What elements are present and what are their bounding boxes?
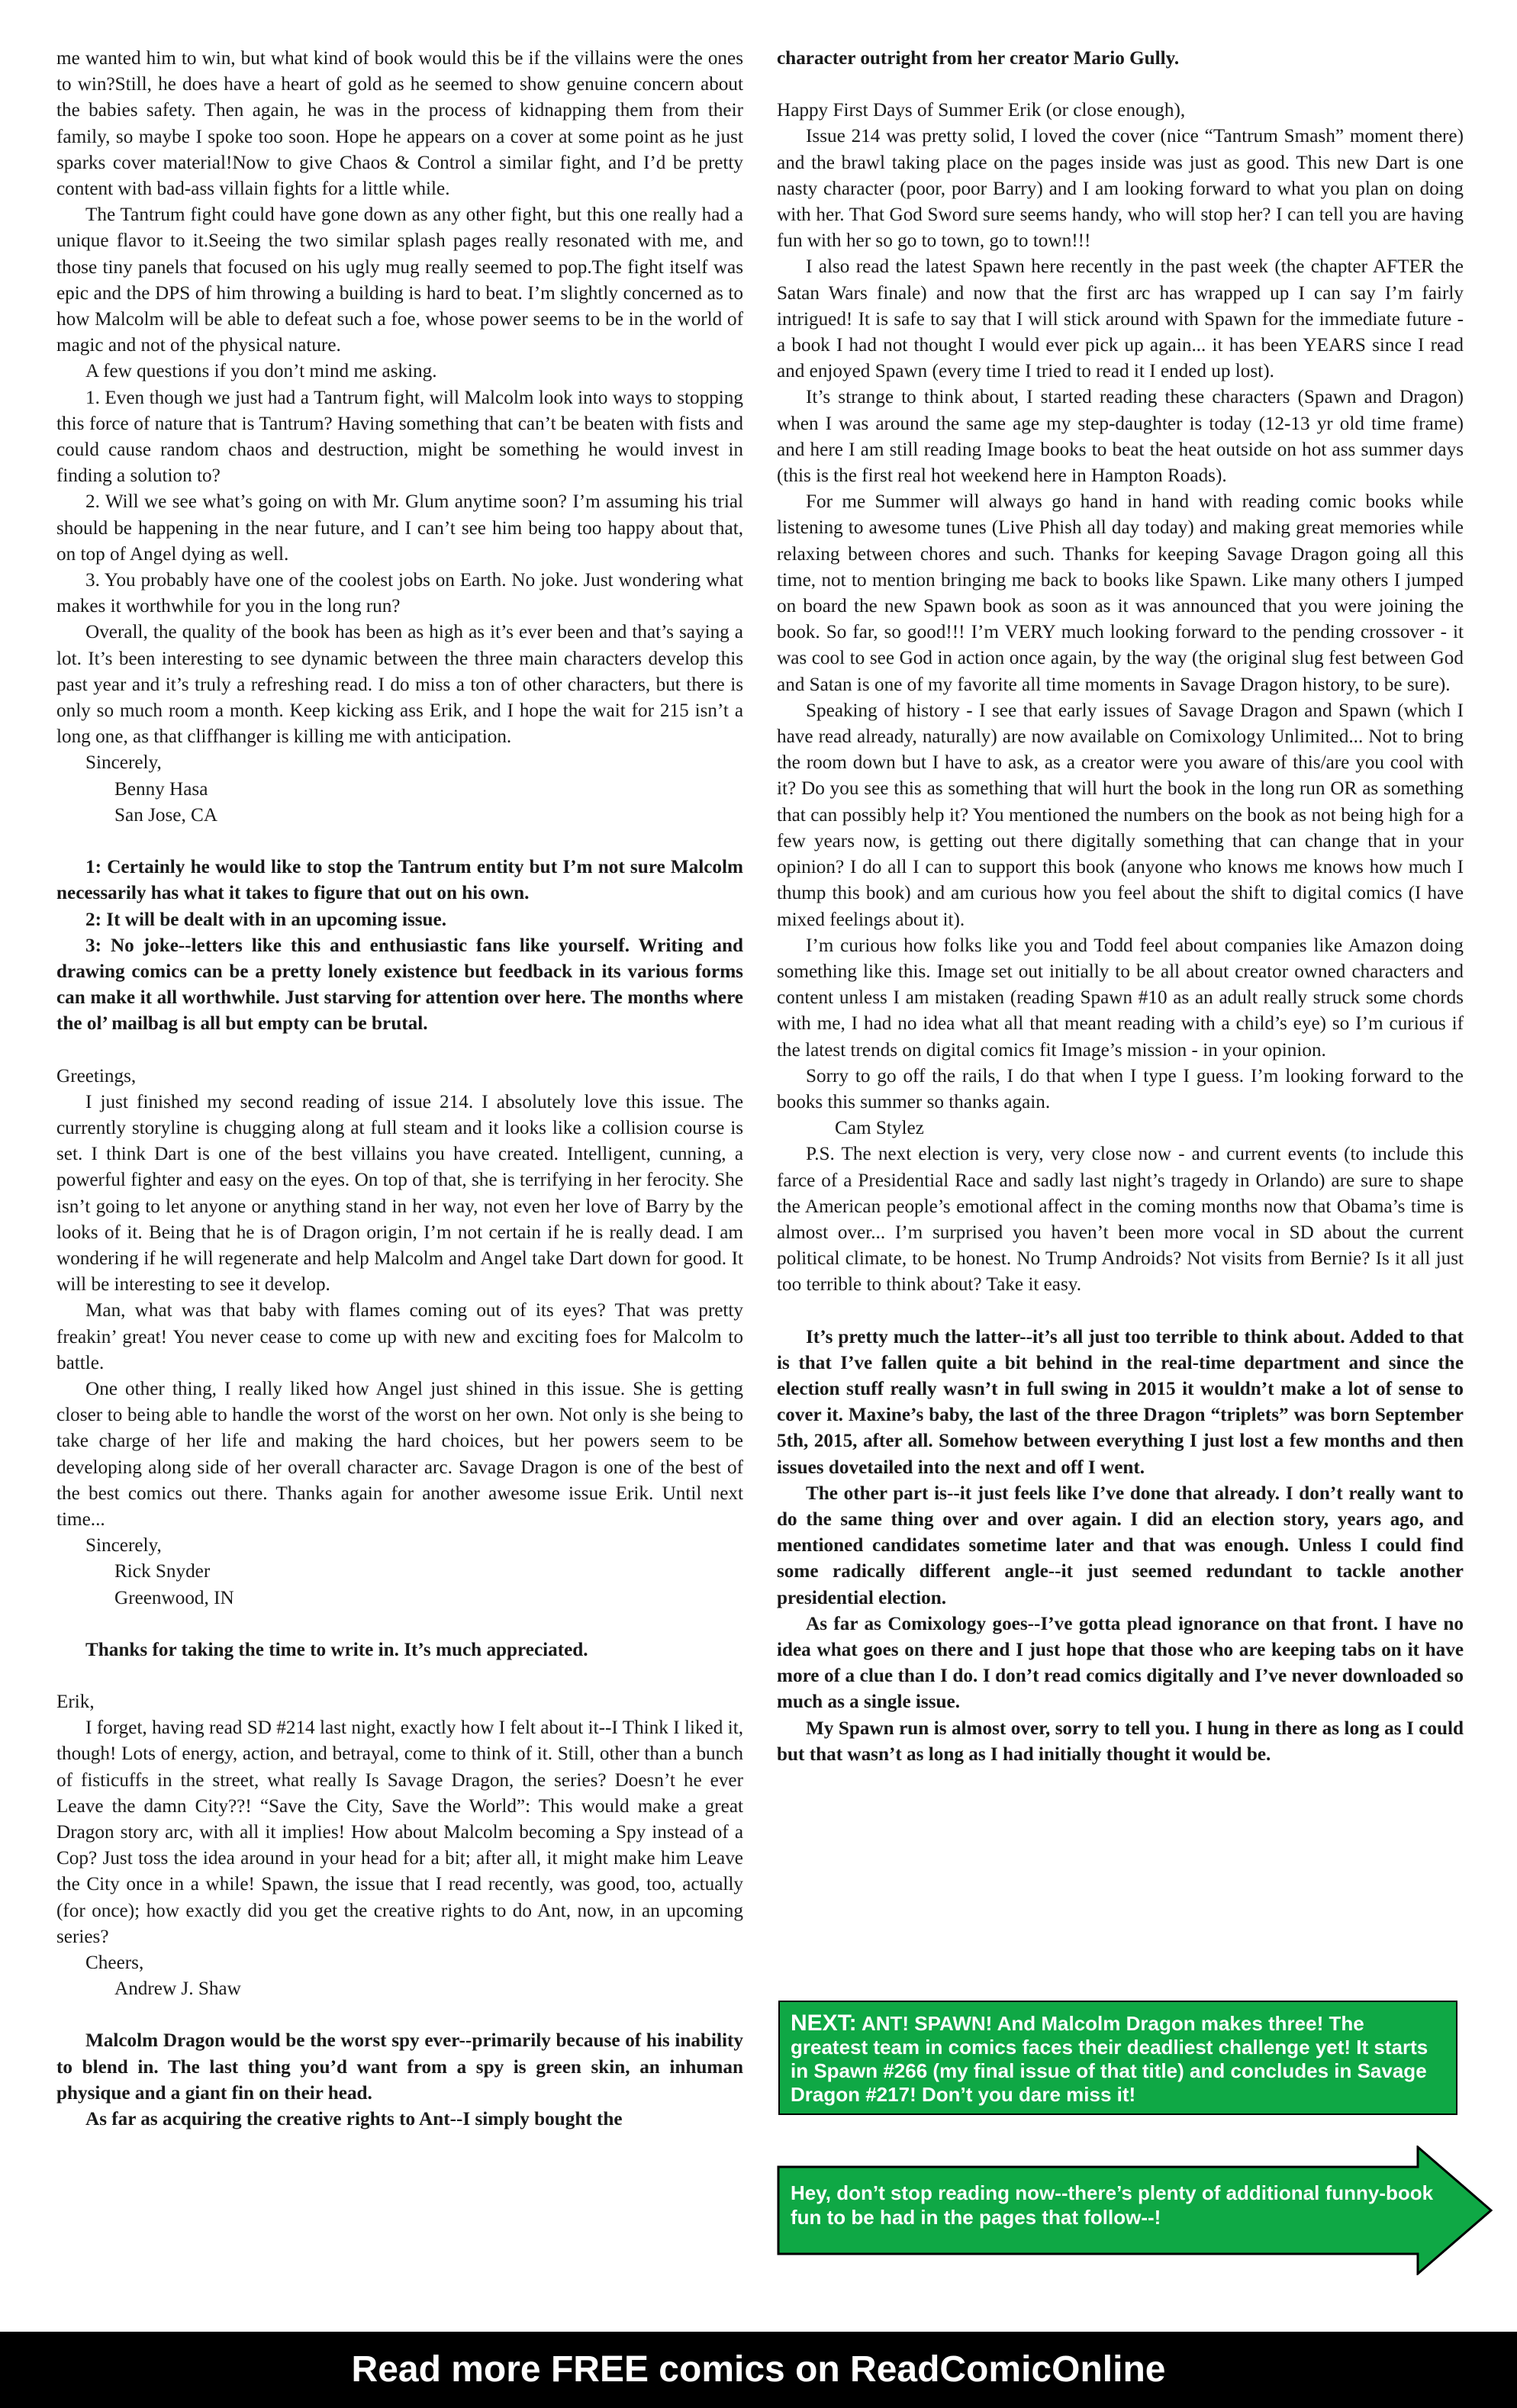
letter-question: 2. Will we see what’s going on with Mr. Glum anytime soon? I’m assuming his trial should be happening in the near future, and I can’t see him being too happy about that, on top of Angel dying as well. xyxy=(56,491,743,565)
editor-reply-continued: character outright from her creator Mario Gully. xyxy=(777,48,1180,69)
letter-closing: Sincerely, xyxy=(85,1535,162,1557)
letter-text: I forget, having read SD #214 last night, exactly how I felt about it--I Think I liked it, though! Lots of energy, action, and betrayal, come to think of it. Still, other than a bunch of fisticuffs in the street, what really Is Savage Dragon, the series? Doesn’t he ever Leave the damn City??! “Save the City, Save the World”: This would make a great Dragon story arc, with all it implies! How about Malcolm becoming a Spy instead of a Cop? Just toss the idea around in your head for a bit; after all, it might make him Leave the City once in a while! Spawn, the issue that I read recently, was good, too, actually (for once); how exactly did you get the creative rights to do Ant, now, in an upcoming series? xyxy=(56,1717,743,1947)
letter-text: For me Summer will always go hand in hand with reading comic books while listening to awesome tunes (Live Phish all day today) and making great memories while relaxing between chores and such. Thanks for keeping Savage Dragon going all this time, not to mention bringing me back to books like Spawn. Like many others I jumped on board the new Spawn book as soon as it was announced that you were joining the book. So far, so good!!! I’m VERY much looking forward to the pending crossover - it was cool to see God in action once again, by the way (the original slug fest between God and Satan is one of my favorite all time moments in Savage Dragon history, to be sure). xyxy=(777,491,1464,695)
letter-text: Issue 214 was pretty solid, I loved the cover (nice “Tantrum Smash” moment there) and the brawl taking place on the pages inside was just as good. This new Dart is one nasty character (poor, poor Barry) and I am looking forward to what you plan on doing with her. That God Sword sure seems handy, who will stop her? I can tell you are having fun with her so go to town, go to town!!! xyxy=(777,126,1464,252)
letter-signature-name: Cam Stylez xyxy=(835,1118,924,1139)
letter-closing: Cheers, xyxy=(85,1952,144,1974)
editor-reply: The other part is--it just feels like I’ve done that already. I don’t really want to do the same thing over and over again. I did an election story, years ago, and mentioned candidates sometime later and that was enough. Unless I could find some radically different angle--it just seemed redundant to tackle another presidential election. xyxy=(777,1482,1464,1608)
letter-text: One other thing, I really liked how Angel just shined in this issue. She is getting closer to being able to handle the worst of the worst on her own. Not only is she being to take charge of her life and making the hard choices, but her powers seem to be developing along side of her overall character arc. Savage Dragon is one of the best of the best comics out there. Thanks again for another awesome issue Erik. Until next time... xyxy=(56,1378,743,1530)
letter-question: 1. Even though we just had a Tantrum fight, will Malcolm look into ways to stopping this force of nature that is Tantrum? Having something that can’t be beaten with fists and could cause random chaos and destruction, might be something he would invest in finding a solution to? xyxy=(56,387,743,487)
letter-signature-location: San Jose, CA xyxy=(114,804,218,826)
next-issue-text: ANT! SPAWN! And Malcolm Dragon makes three! The greatest team in comics faces their deadliest challenge yet! It starts in Spawn #266 (my final issue of that title) and concludes in Savage Dragon #217! Don’t you dare miss it! xyxy=(791,2012,1428,2106)
letter-postscript: P.S. The next election is very, very close now - and current events (to include this farce of a Presidential Race and sadly last night’s tragedy in Orlando) are sure to shape the American people’s emotional affect in the coming months now that Obama’s time is almost over... I’m surprised you haven’t been more vocal in SD about the current political climate, to be honest. No Trump Androids? Not visits from Bernie? Is it all just too terrible to think about? Take it easy. xyxy=(777,1144,1464,1296)
footer-link-text[interactable]: Read more FREE comics on ReadComicOnline xyxy=(351,2349,1166,2390)
letter-greeting: Happy First Days of Summer Erik (or close enough), xyxy=(777,100,1186,121)
letter-text: It’s strange to think about, I started reading these characters (Spawn and Dragon) when I was around the same age my step-daughter is today (12-13 yr old time frame) and here I am still reading Image books to beat the heat outside on hot ass summer days (this is the first real hot weekend here in Hampton Roads). xyxy=(777,387,1464,487)
letter-greeting: Erik, xyxy=(56,1691,95,1712)
letter-text: Man, what was that baby with flames coming out of its eyes? That was pretty freakin’ great! You never cease to come up with new and exciting foes for Malcolm to battle. xyxy=(56,1300,743,1373)
continue-arrow-text: Hey, don’t stop reading now--there’s plenty of additional funny-book fun to be had in the pages that follow--! xyxy=(791,2181,1434,2229)
letter-text: I’m curious how folks like you and Todd feel about companies like Amazon doing something like this. Image set out initially to be all about creator owned characters and content unless I am mistaken (reading Spawn #10 as an adult really struck some chords with me, I had no idea what all that meant reading with a child’s eye) so I’m curious if the latest trends on digital comics fit Image’s mission - in your opinion. xyxy=(777,935,1464,1061)
letter-text: Sorry to go off the rails, I do that when I type I guess. I’m looking forward to the books this summer so thanks again. xyxy=(777,1065,1464,1112)
editor-reply: My Spawn run is almost over, sorry to tell you. I hung in there as long as I could but that wasn’t as long as I had initially thought it would be. xyxy=(777,1717,1464,1765)
next-issue-label: NEXT: xyxy=(791,2010,857,2036)
editor-reply: 1: Certainly he would like to stop the Tantrum entity but I’m not sure Malcolm necessarily has what it takes to figure that out on his own. xyxy=(56,857,743,904)
editor-reply: Thanks for taking the time to write in. It’s much appreciated. xyxy=(85,1639,588,1660)
letter-text: Speaking of history - I see that early issues of Savage Dragon and Spawn (which I have read already, naturally) are now available on Comixology Unlimited... Not to bring the room down but I have to ask, as a creator were you aware of this/are you cool with it? Do you see this as something that will hurt the book in the long run OR as something that can possibly help it? You mentioned the numbers on the book as not being high for a few years now, is getting out there digitally something that can change that in your opinion? I do all I can to support this book (anyone who knows me knows how much I thump this book) and am curious how you feel about the shift to digital comics (I have mixed feelings about it). xyxy=(777,700,1464,930)
editor-reply: 3: No joke--letters like this and enthusiastic fans like yourself. Writing and drawing comics can be a pretty lonely existence but feedback in its various forms can make it all worthwhile. Just starving for attention over here. The months where the ol’ mailbag is all but empty can be brutal. xyxy=(56,935,743,1035)
footer-banner[interactable] xyxy=(0,2332,1517,2408)
letter-text: I also read the latest Spawn here recently in the past week (the chapter AFTER the Satan Wars finale) and now that the first arc has wrapped up I can say I’m fairly intrigued! It is safe to say that I will stick around with Spawn for the immediate future - a book I had not thought I would ever pick up again... it has been YEARS since I read and enjoyed Spawn (every time I tried to read it I ended up lost). xyxy=(777,256,1464,382)
letter-text: me wanted him to win, but what kind of book would this be if the villains were the ones to win?Still, he does have a heart of gold as he seemed to show genuine concern about the babies safety. Then again, he was in the process of kidnapping them from their family, so maybe I spoke too soon. Hope he appears on a cover at some point as he just sparks cover material!Now to give Chaos & Control a similar fight, and I’d be pretty content with bad-ass villain fights for a little while. xyxy=(56,48,743,200)
letters-right-column xyxy=(777,46,1464,1768)
editor-reply: Malcolm Dragon would be the worst spy ever--primarily because of his inability to blend in. The last thing you’d want from a spy is green skin, an inhuman physique and a giant fin on their head. xyxy=(56,2030,743,2104)
letter-text: A few questions if you don’t mind me asking. xyxy=(85,361,437,382)
editor-reply: It’s pretty much the latter--it’s all just too terrible to think about. Added to that is that I’ve fallen quite a bit behind in the real-time department and since the election stuff really wasn’t in full swing in 2015 it wouldn’t make a lot of sense to cover it. Maxine’s baby, the last of the three Dragon “triplets” was born September 5th, 2015, after all. Somehow between everything I just lost a few months and then issues dovetailed into the next and off I went. xyxy=(777,1326,1464,1478)
editor-reply: As far as acquiring the creative rights to Ant--I simply bought the xyxy=(85,2109,623,2130)
letter-closing: Sincerely, xyxy=(85,752,162,774)
next-issue-box xyxy=(778,2001,1457,2115)
letter-signature-name: Andrew J. Shaw xyxy=(114,1978,241,2000)
letter-text: I just finished my second reading of issue 214. I absolutely love this issue. The currently storyline is chugging along at full steam and it looks like a collision course is set. I think Dart is one of the best villains you have created. Intelligent, cunning, a powerful fighter and easy on the eyes. On top of that, she is terrifying in her ferocity. She isn’t going to let anyone or anything stand in her way, not even her love of Barry by the looks of it. Being that he is of Dragon origin, I’m not certain if he is really dead. I am wondering if he will regenerate and help Malcolm and Angel take Dart down for good. It will be interesting to see it develop. xyxy=(56,1091,743,1296)
letter-text: Overall, the quality of the book has been as high as it’s ever been and that’s saying a lot. It’s been interesting to see dynamic between the three main characters develop this past year and it’s truly a refreshing read. I do miss a ton of other characters, but there is only so much room a month. Keep kicking ass Erik, and I hope the wait for 215 isn’t a long one, as that cliffhanger is killing me with anticipation. xyxy=(56,622,743,748)
letter-greeting: Greetings, xyxy=(56,1065,137,1086)
letter-signature-name: Rick Snyder xyxy=(114,1561,211,1582)
letters-left-column xyxy=(56,46,743,2133)
letter-signature-location: Greenwood, IN xyxy=(114,1587,234,1608)
letter-text: The Tantrum fight could have gone down as any other fight, but this one really had a unique flavor to it.Seeing the two similar splash pages really resonated with me, and those tiny panels that focused on his ugly mug really seemed to pop.The fight itself was epic and the DPS of him throwing a building is hard to beat. I’m slightly concerned as to how Malcolm will be able to defeat such a foe, whose power seems to be in the world of magic and not of the physical nature. xyxy=(56,204,743,356)
editor-reply: As far as Comixology goes--I’ve gotta plead ignorance on that front. I have no idea what goes on there and I just hope that those who are keeping tabs on it have more of a clue than I do. I don’t read comics digitally and I’ve never downloaded so much as a single issue. xyxy=(777,1613,1464,1713)
letter-question: 3. You probably have one of the coolest jobs on Earth. No joke. Just wondering what makes it worthwhile for you in the long run? xyxy=(56,570,743,617)
letter-signature-name: Benny Hasa xyxy=(114,778,208,800)
editor-reply: 2: It will be dealt with in an upcoming issue. xyxy=(85,909,447,930)
